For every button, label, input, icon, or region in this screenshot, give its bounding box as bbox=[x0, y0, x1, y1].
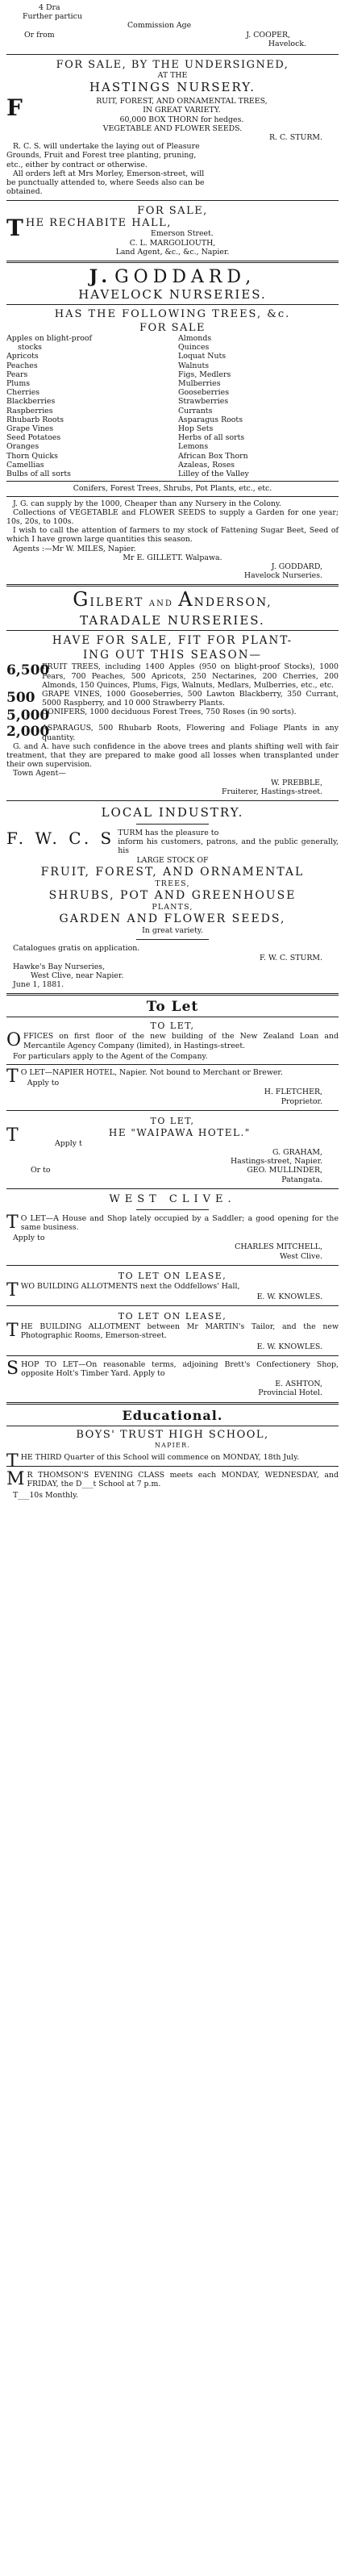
divider bbox=[6, 1355, 339, 1356]
ad-heading: FOR SALE, BY THE UNDERSIGNED, bbox=[56, 59, 289, 71]
ad-title: ILBERT bbox=[89, 596, 144, 610]
ad-line: Or to bbox=[31, 1166, 51, 1175]
ad-signature: Proprietor. bbox=[281, 1096, 322, 1106]
list-item: Hop Sets bbox=[178, 424, 214, 434]
ad-paragraph: inform his customers, patrons, and the public generally, his bbox=[118, 837, 339, 856]
ad-line: Conifers, Forest Trees, Shrubs, Pot Plants, etc., etc. bbox=[73, 484, 272, 494]
stock-item bbox=[6, 662, 339, 690]
divider bbox=[136, 1209, 209, 1210]
ad-heading: WEST CLIVE. bbox=[109, 1192, 236, 1205]
ad-signature: E. ASHTON, bbox=[275, 1380, 322, 1389]
ad-line: obtained. bbox=[6, 187, 43, 197]
ad-paragraph: I wish to call the attention of farmers to my stock of Fattening Sugar Beet, Seed of which I have grown large quantities this season. bbox=[6, 526, 339, 545]
list-item: Plums bbox=[6, 379, 31, 389]
ad-line: C. L. MARGOLIOUTH, bbox=[129, 238, 216, 248]
stock-list bbox=[6, 334, 339, 478]
shop-to-let-ad bbox=[6, 1360, 339, 1398]
west-clive-ad bbox=[6, 1193, 339, 1261]
drop-cap: T bbox=[6, 1067, 19, 1088]
list-item: Camellias bbox=[6, 460, 44, 470]
divider bbox=[6, 1064, 339, 1065]
ad-signature: Fruiterer, Hastings-street. bbox=[221, 787, 322, 796]
ad-line: R. C. S. will undertake the laying out of Pleasure bbox=[13, 142, 200, 152]
ad-drop: A bbox=[178, 588, 194, 612]
ad-heading: TO LET ON LEASE, bbox=[118, 1270, 227, 1281]
ad-heading: FOR SALE, bbox=[137, 205, 208, 218]
ad-title: LOCAL INDUSTRY. bbox=[101, 804, 244, 820]
divider bbox=[6, 630, 339, 631]
ad-signature: R. C. STURM. bbox=[268, 133, 322, 143]
ad-title: GODDARD, bbox=[114, 267, 256, 288]
stock-item bbox=[6, 724, 339, 741]
list-item: Currants bbox=[178, 406, 213, 415]
ad-line: Town Agent— bbox=[13, 769, 66, 779]
ad-line: Patangata. bbox=[281, 1175, 322, 1184]
divider bbox=[6, 496, 339, 497]
stock-description: GRAPE VINES, 1000 Gooseberries, 500 Lawton Blackberry, 350 Currant, 5000 Raspberry, and 10 000 Strawberry Plants. bbox=[42, 689, 339, 708]
divider bbox=[6, 200, 339, 201]
stock-quantity: 6,500 bbox=[6, 662, 50, 679]
ad-heading: TO LET, bbox=[150, 1115, 195, 1126]
ad-paragraph: R THOMSON'S EVENING CLASS meets each MONDAY, WEDNESDAY, and FRIDAY, the D___t School at 7 p.m. bbox=[27, 1471, 339, 1489]
ad-date: June 1, 1881. bbox=[13, 980, 64, 990]
ad-line: Hawke's Bay Nurseries, bbox=[13, 962, 106, 971]
ad-signature: H. FLETCHER, bbox=[264, 1088, 322, 1097]
divider bbox=[6, 54, 339, 55]
ad-subheading: FOR SALE bbox=[139, 322, 206, 335]
drop-cap: M bbox=[6, 1469, 25, 1490]
drop-cap: T bbox=[6, 1212, 19, 1233]
drop-cap: T bbox=[6, 1451, 19, 1472]
stock-quantity: 500 bbox=[6, 689, 35, 706]
list-item: Peaches bbox=[6, 361, 38, 370]
stock-quantity: 5,000 bbox=[6, 708, 50, 724]
list-item: Lemons bbox=[178, 442, 209, 452]
list-item: Blackberries bbox=[6, 397, 56, 407]
stock-quantity: 2,000 bbox=[6, 724, 50, 741]
list-item: Strawberries bbox=[178, 397, 229, 407]
ad-heading: HAS THE FOLLOWING TREES, &c. bbox=[54, 308, 291, 321]
local-industry-ad bbox=[6, 805, 339, 989]
ad-line: Agents :—Mr W. MILES, Napier. bbox=[13, 544, 136, 553]
section-title: Educational. bbox=[122, 1407, 223, 1423]
ad-paragraph: HE THIRD Quarter of this School will commence on MONDAY, 18th July. bbox=[20, 1452, 300, 1462]
stock-description: FRUIT TREES, including 1400 Apples (950 on blight-proof Stocks), 1000 Pears, 700 Peaches, 500 Apricots, 250 Nectarines, 200 Cherries, 200 Almonds, 150 Quinces, Plums, Figs, Walnuts, Medlars, Mulberries, etc., etc. bbox=[42, 662, 339, 690]
ad-line: etc., either by contract or otherwise. bbox=[6, 160, 148, 169]
drop-cap: S bbox=[6, 1358, 19, 1379]
ad-paragraph: HOP TO LET—On reasonable terms, adjoining Brett's Confectionery Shop, opposite Holt's Timber Yard. Apply to bbox=[21, 1359, 339, 1379]
ad-line: In great variety. bbox=[142, 926, 203, 936]
list-item: Figs, Medlers bbox=[178, 369, 231, 379]
drop-cap: T bbox=[6, 1125, 19, 1146]
ad-signature: CHARLES MITCHELL, bbox=[235, 1242, 322, 1252]
rechabite-hall-ad bbox=[6, 205, 339, 257]
ad-heading: SHRUBS, POT AND GREENHOUSE bbox=[48, 888, 297, 902]
list-item: Apples on blight-proof bbox=[6, 334, 92, 344]
fragment-ad bbox=[6, 3, 339, 50]
fragment-line: Further particu bbox=[23, 12, 82, 22]
ad-subheading: NAPIER. bbox=[154, 1441, 191, 1449]
fragment-line: J. COOPER, bbox=[246, 30, 290, 40]
divider bbox=[6, 1188, 339, 1189]
fragment-line: Commission Age bbox=[127, 21, 192, 31]
divider bbox=[136, 939, 209, 940]
ad-signature: E. W. KNOWLES. bbox=[256, 1342, 322, 1351]
ad-title: HE "WAIPAWA HOTEL." bbox=[108, 1126, 251, 1138]
lease-ad-1 bbox=[6, 1270, 339, 1301]
waipawa-hotel-ad bbox=[6, 1115, 339, 1184]
ad-signature: Havelock Nurseries. bbox=[243, 571, 322, 581]
ad-line: Apply to bbox=[27, 1079, 60, 1088]
list-item: Oranges bbox=[6, 442, 39, 452]
list-item: Almonds bbox=[178, 334, 212, 344]
ad-heading: HAVE FOR SALE, FIT FOR PLANT- bbox=[52, 634, 293, 648]
ad-title: TARADALE NURSERIES. bbox=[80, 613, 265, 628]
list-item: Cherries bbox=[6, 388, 40, 398]
list-item: Apricots bbox=[6, 352, 39, 361]
fragment-line: 4 Dra bbox=[39, 3, 60, 12]
divider bbox=[6, 1466, 339, 1467]
drop-cap: O bbox=[6, 1030, 22, 1051]
ad-signature: Provincial Hotel. bbox=[258, 1388, 322, 1398]
drop-cap: T bbox=[6, 1321, 19, 1342]
ad-heading: ING OUT THIS SEASON— bbox=[82, 649, 263, 662]
ad-signature: W. PREBBLE, bbox=[271, 778, 322, 787]
ad-line: LARGE STOCK OF bbox=[136, 855, 209, 865]
ad-signature: West Clive. bbox=[280, 1251, 322, 1261]
list-item: Mulberries bbox=[178, 379, 221, 389]
ad-drop: J. bbox=[89, 266, 113, 288]
list-item: stocks bbox=[18, 343, 42, 353]
ad-line: VEGETABLE AND FLOWER SEEDS. bbox=[102, 123, 243, 133]
hastings-nursery-ad bbox=[6, 59, 339, 196]
stock-description: CONIFERS, 1000 deciduous Forest Trees, 750 Roses (in 90 sorts). bbox=[42, 708, 297, 717]
list-item: Rhubarb Roots bbox=[6, 415, 64, 424]
ad-line: Catalogues gratis on application. bbox=[13, 944, 140, 954]
ad-line: TURM has the pleasure to bbox=[118, 828, 219, 837]
divider bbox=[6, 993, 339, 996]
divider bbox=[6, 584, 339, 587]
stock-list bbox=[6, 662, 339, 741]
ad-paragraph: Collections of VEGETABLE and FLOWER SEEDS to supply a Garden for one year; 10s, 20s, to 100s. bbox=[6, 507, 339, 526]
fragment-line: Or from bbox=[24, 30, 55, 40]
ad-signature: J. GODDARD, bbox=[271, 562, 322, 571]
ad-heading: BOYS' TRUST HIGH SCHOOL, bbox=[76, 1428, 269, 1441]
list-item: Pears bbox=[6, 369, 28, 379]
drop-cap: T bbox=[6, 215, 23, 242]
divider bbox=[6, 1265, 339, 1266]
fragment-line: Havelock. bbox=[268, 39, 306, 48]
goddard-nurseries-ad bbox=[6, 267, 339, 580]
stock-list-left bbox=[6, 334, 172, 478]
ad-paragraph: For particulars apply to the Agent of the Company. bbox=[13, 1051, 208, 1061]
ad-line: Emerson Street. bbox=[151, 229, 214, 239]
divider bbox=[6, 1402, 339, 1405]
ad-drop: G bbox=[73, 588, 90, 612]
list-item: Azaleas, Roses bbox=[178, 460, 235, 470]
ad-paragraph: HE BUILDING ALLOTMENT between Mr MARTIN's Tailor, and the new Photographic Rooms, Emerson-street. bbox=[20, 1322, 339, 1341]
ad-title: HAVELOCK NURSERIES. bbox=[78, 287, 267, 303]
ad-paragraph: J. G. can supply by the 1000, Cheaper than any Nursery in the Colony. bbox=[13, 499, 281, 508]
divider bbox=[6, 304, 339, 305]
ad-line: Apply to bbox=[13, 1234, 45, 1243]
ad-signature: GEO. MULLINDER, bbox=[247, 1166, 322, 1175]
list-item: Loquat Nuts bbox=[178, 352, 227, 361]
ad-line: IN GREAT VARIETY. bbox=[143, 106, 221, 115]
ad-line: Mr E. GILLETT. Walpawa. bbox=[123, 553, 222, 562]
list-item: African Box Thorn bbox=[178, 451, 248, 461]
ad-line: 60,000 BOX THORN for hedges. bbox=[119, 115, 244, 124]
list-item: Thorn Quicks bbox=[6, 451, 58, 461]
gilbert-anderson-ad bbox=[6, 588, 339, 796]
ad-signature: E. W. KNOWLES. bbox=[256, 1292, 322, 1302]
ad-line: Apply t bbox=[55, 1138, 82, 1148]
ad-title: HASTINGS NURSERY. bbox=[89, 80, 256, 95]
list-item: Herbs of all sorts bbox=[178, 433, 245, 443]
drop-cap: F bbox=[6, 94, 23, 122]
ad-paragraph: G. and A. have such confidence in the above trees and plants shifting well with fair treatment, that they are prepared to make good all losses when transplanted under their own supervision. bbox=[6, 741, 339, 770]
ad-heading: GARDEN AND FLOWER SEEDS, bbox=[59, 912, 286, 926]
to-let-section bbox=[6, 1000, 339, 1105]
ad-paragraph: FFICES on first floor of the new building of the New Zealand Loan and Mercantile Agency Company (limited), in Hastings-street. bbox=[23, 1032, 339, 1050]
list-item: Seed Potatoes bbox=[6, 433, 61, 443]
ad-title: NDERSON, bbox=[193, 596, 272, 610]
list-item: Bulbs of all sorts bbox=[6, 470, 71, 479]
stock-item bbox=[6, 690, 339, 708]
stock-item bbox=[6, 708, 339, 724]
ad-heading: TO LET, bbox=[150, 1021, 195, 1032]
stock-list-right bbox=[172, 334, 339, 478]
ad-paragraph: O LET—A House and Shop lately occupied by a Saddler; a good opening for the same business. bbox=[20, 1213, 339, 1233]
list-item: Grape Vines bbox=[6, 424, 54, 434]
section-title: To Let bbox=[146, 999, 199, 1016]
ad-heading: FRUIT, FOREST, AND ORNAMENTAL bbox=[40, 865, 305, 879]
divider bbox=[6, 1305, 339, 1306]
ad-line: All orders left at Mrs Morley, Emerson-street, will bbox=[13, 169, 205, 178]
lease-ad-2 bbox=[6, 1310, 339, 1351]
ad-signature: G. GRAHAM, bbox=[272, 1148, 322, 1158]
stock-description: ASPARAGUS, 500 Rhubarb Roots, Flowering and Foliage Plants in any quantity. bbox=[42, 724, 339, 742]
list-item: Walnuts bbox=[178, 361, 210, 370]
divider bbox=[6, 1110, 339, 1111]
ad-line: PLANTS, bbox=[152, 902, 193, 912]
divider bbox=[6, 800, 339, 801]
list-item: Raspberries bbox=[6, 406, 53, 415]
ad-heading: TO LET ON LEASE, bbox=[118, 1311, 227, 1322]
ad-line: Land Agent, &c., &c., Napier. bbox=[115, 247, 230, 257]
ad-paragraph: WO BUILDING ALLOTMENTS next the Oddfellows' Hall, bbox=[20, 1281, 240, 1291]
ad-line: Hastings-street, Napier. bbox=[230, 1157, 322, 1167]
divider bbox=[6, 481, 339, 482]
list-item: Quinces bbox=[178, 343, 210, 353]
divider bbox=[136, 824, 209, 825]
list-item: Gooseberries bbox=[178, 388, 230, 398]
list-item: Lilley of the Valley bbox=[178, 470, 249, 479]
ad-title: HE RECHABITE HALL, bbox=[25, 217, 172, 230]
ad-signature: F. W. C. STURM. bbox=[260, 953, 322, 962]
divider bbox=[6, 261, 339, 263]
educational-section bbox=[6, 1409, 339, 1500]
newspaper-column bbox=[6, 0, 339, 1500]
ad-line: T___10s Monthly. bbox=[13, 1490, 79, 1500]
ad-line: RUIT, FOREST, AND ORNAMENTAL TREES, bbox=[96, 97, 268, 106]
ad-line: Grounds, Fruit and Forest tree planting, pruning, bbox=[6, 151, 197, 161]
ad-paragraph: O LET—NAPIER HOTEL, Napier. Not bound to Merchant or Brewer. bbox=[20, 1068, 283, 1078]
ad-subheading: AT THE bbox=[157, 71, 188, 80]
list-item: Asparagus Roots bbox=[178, 415, 243, 424]
ad-line: West Clive, near Napier. bbox=[31, 971, 124, 980]
ad-line: TREES, bbox=[155, 879, 190, 888]
drop-cap: T bbox=[6, 1280, 19, 1301]
ad-drop: F. W. C. S bbox=[6, 828, 115, 848]
ad-line: be punctually attended to, where Seeds also can be bbox=[6, 178, 205, 188]
ad-title: AND bbox=[148, 599, 173, 609]
